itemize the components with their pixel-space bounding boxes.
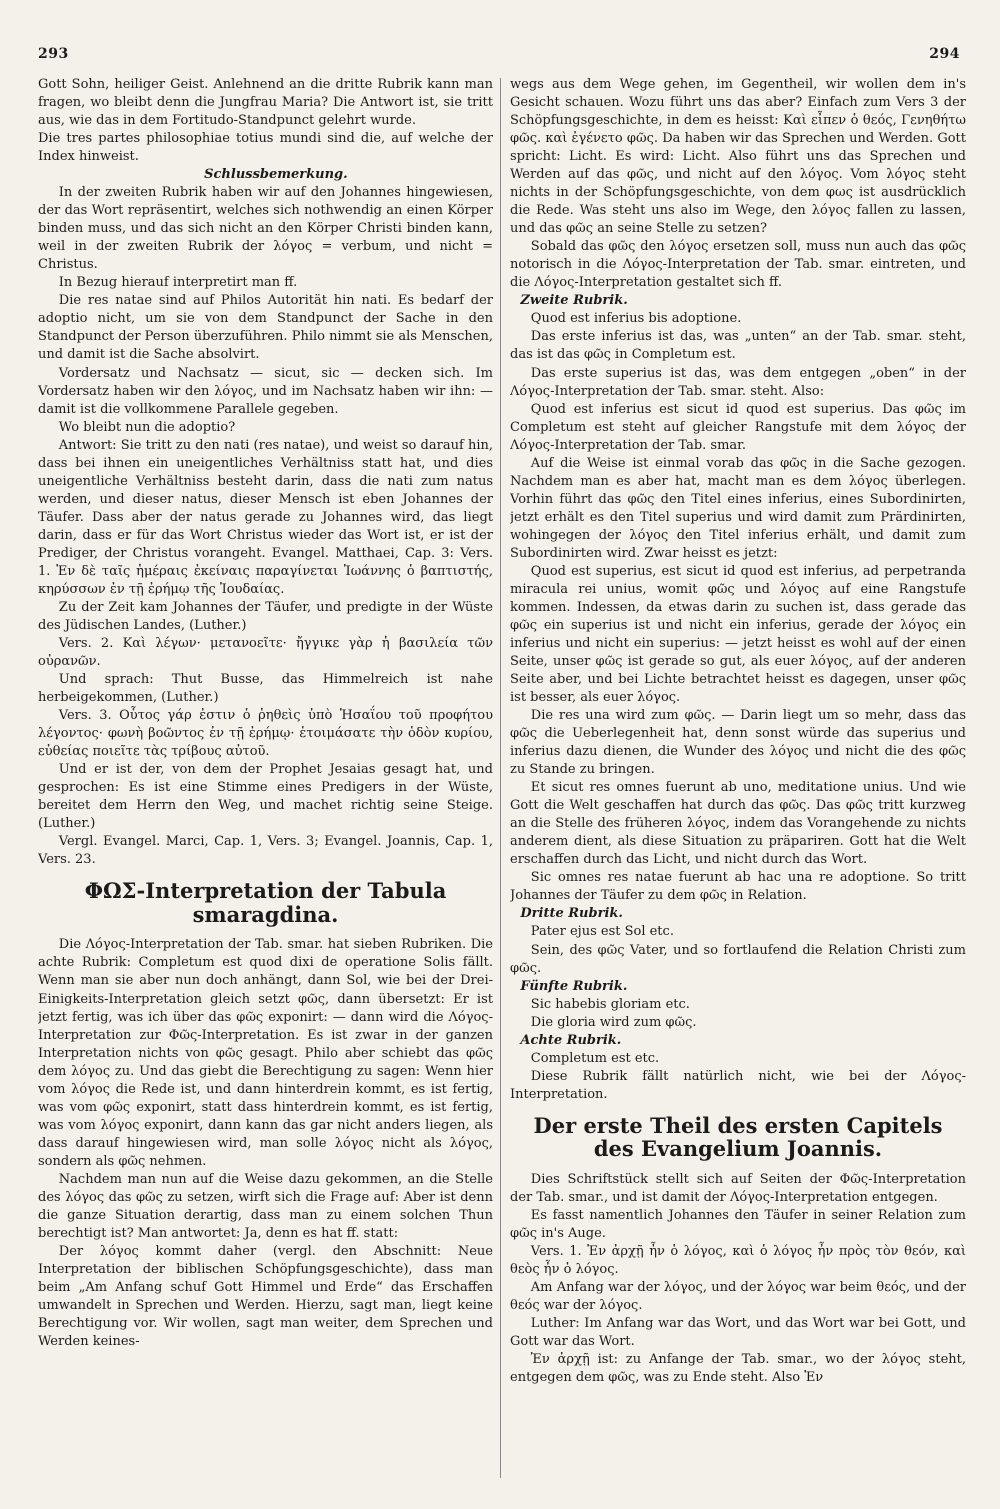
paragraph: Das erste superius ist das, was dem entgegen „oben“ in der Λόγος-Interpretation der Tab. smar. steht. Also: [510,365,966,399]
paragraph: Die gloria wird zum φῶς. [530,1014,697,1030]
paragraph: Sein, des φῶς Vater, und so fortlaufend die Relation Christi zum φῶς. [510,942,966,976]
paragraph: Quod est inferius est sicut id quod est superius. Das φῶς im Completum est steht auf gleicher Rangstufe mit dem λόγος der Λόγος-Interpretation der Tab. smar. [510,401,966,453]
paragraph: Completum est etc. [530,1050,660,1066]
paragraph: Pater ejus est Sol etc. [530,924,674,940]
paragraph: Dies Schriftstück stellt sich auf Seiten der Φῶς-Interpretation der Tab. smar., und ist damit der Λόγος-Interpretation entgegen. [510,1171,966,1205]
page-number-right: 294 [929,46,960,62]
rubric-heading: Zweite Rubrik. [520,293,628,309]
paragraph: Die tres partes philosophiae totius mundi sind die, auf welche der Index hinweist. [38,131,493,165]
paragraph: wegs aus dem Wege gehen, im Gegentheil, wir wollen dem in's Gesicht schauen. Wozu führt uns das aber? Einfach zum Vers 3 der Schöpfungsgeschichte, in dem es heisst: Καὶ εἶπεν ὁ θεός, Γενηθήτω φῶς. καὶ ἐγένετο φῶς. Da haben wir das Sprechen und Werden. Gott spricht: Licht. Es wird: Licht. Also führt uns das Sprechen und Werden auf das φῶς, und nicht auf den λόγος. Vom λόγος steht nichts in der Schöpfungsgeschichte, von dem φως ist ausdrücklich die Rede. Was steht uns also im Wege, den λόγος fallen zu lassen, und das φῶς an seine Stelle zu setzen? [510,77,966,237]
rubric-heading: Fünfte Rubrik. [520,978,628,994]
paragraph: Et sicut res omnes fuerunt ab uno, meditatione unius. Und wie Gott die Welt geschaffen hat durch das φῶς. Das φῶς tritt kurzweg an die Stelle des früheren λόγος, indem das Vorangehende zu nichts anderem dient, als diese Situation zu präpariren. Gott hat die Welt erschaffen durch das Licht, und nicht durch das Wort. [510,780,966,868]
paragraph: Die res una wird zum φῶς. — Darin liegt um so mehr, dass das φῶς die Ueberlegenheit hat, denn sonst würde das superius und inferius dazu dienen, die Wunder des λόγος und nicht die des φῶς zu Stande zu bringen. [510,708,966,778]
paragraph: Und sprach: Thut Busse, das Himmelreich ist nahe herbeigekommen, (Luther.) [38,672,493,706]
paragraph: In Bezug hierauf interpretirt man ff. [58,275,298,291]
right-column [510,76,966,1476]
page-number-left: 293 [38,46,69,62]
paragraph: Das erste inferius ist das, was „unten“ an der Tab. smar. steht, das ist das φῶς in Completum est. [510,329,966,363]
paragraph: Die Λόγος-Interpretation der Tab. smar. hat sieben Rubriken. Die achte Rubrik: Completum est quod dixi de operatione Solis fällt. Wenn man sie aber nun doch anhängt, dann Sol, wie bei der Drei-Einigkeits-Interpretation gleich setzt φῶς, dann übersetzt: Er ist jetzt fertig, was ich über das φῶς exponirt: — dann wird die Λόγος-Interpretation zur Φῶς-Interpretation. Es ist zwar in der ganzen Interpretation nichts von φῶς gesagt. Philo aber schiebt das φῶς dem λόγος zu. Und das giebt die Berechtigung zu sagen: Wenn hier vom λόγος die Rede ist, und dann hinterdrein kommt, es ist fertig, was vom φῶς exponirt, statt dass hinterdrein kommt, es ist fertig, was vom λόγος exponirt, dann kann das gar nicht anders liegen, als dass darauf hingewiesen wird, man solle λόγος nicht als λόγος, sondern als φῶς nehmen. [38,937,493,1169]
paragraph: Sic omnes res natae fuerunt ab hac una re adoptione. So tritt Johannes der Täufer zu dem φῶς in Relation. [510,870,966,904]
subheading: Schlussbemerkung. [204,167,348,183]
paragraph: Vordersatz und Nachsatz — sicut, sic — decken sich. Im Vordersatz haben wir den λόγος, und im Nachsatz haben wir ihn: — damit ist die vollkommene Parallele gegeben. [38,365,493,417]
paragraph: Vergl. Evangel. Marci, Cap. 1, Vers. 3; Evangel. Joannis, Cap. 1, Vers. 23. [38,834,493,868]
paragraph: Quod est superius, est sicut id quod est inferius, ad perpetranda miracula rei unius, womit φῶς und λόγος auf eine Rangstufe kommen. Indessen, da etwas darin zu suchen ist, dass gerade das φῶς ein superius ist und nicht ein inferius, gerade der λόγος ein inferius und nicht ein superius: — jetzt heisst es wohl auf der einen Seite, unser φῶς ist gerade so gut, als euer λόγος, auf der anderen Seite aber, und bei Lichte betrachtet heisst es dagegen, unser φῶς ist besser, als euer λόγος. [510,563,966,706]
paragraph: Auf die Weise ist einmal vorab das φῶς in die Sache gezogen. Nachdem man es aber hat, macht man es dem λόγος überlegen. Vorhin führt das φῶς den Titel eines inferius, eines Subordinirten, jetzt erhält es den Titel superius und wird damit zum Prärdinirten, wohingegen der λόγος den Titel inferius erhält, und damit zum Subordinirten wird. Zwar heisst es jetzt: [510,455,966,561]
paragraph: Antwort: Sie tritt zu den nati (res natae), und weist so darauf hin, dass bei ihnen ein uneigentliches Verhältniss statt hat, und dies uneigentliche Verhältniss besteht darin, dass die nati zum natus werden, und dieser natus, dieser Mensch ist eben Johannes der Täufer. Dass aber der natus gerade zu Johannes wird, das liegt darin, dass er für das Wort Christus wieder das Wort ist, er ist der Prediger, der Christus vorangeht. Evangel. Matthaei, Cap. 3: Vers. 1. Ἐν δὲ ταῖς ἡμέραις ἐκείναις παραγίνεται Ἰωάννης ὁ βαπτιστής, κηρύσσων ἐν τῇ ἐρήμῳ τῆς Ἰουδαίας. [38,437,493,597]
paragraph: Ἐν ἀρχῇ ist: zu Anfange der Tab. smar., wo der λόγος steht, entgegen dem φῶς, was zu Ende steht. Also Ἐν [510,1352,966,1386]
paragraph: Es fasst namentlich Johannes den Täufer in seiner Relation zum φῶς in's Auge. [510,1207,966,1241]
paragraph: Sobald das φῶς den λόγος ersetzen soll, muss nun auch das φῶς notorisch in die Λόγος-Interpretation der Tab. smar. eintreten, und die Λόγος-Interpretation gestaltet sich ff. [510,239,966,291]
paragraph: Luther: Im Anfang war das Wort, und das Wort war bei Gott, und Gott war das Wort. [510,1316,966,1350]
paragraph: Und er ist der, von dem der Prophet Jesaias gesagt hat, und gesprochen: Es ist eine Stimme eines Predigers in der Wüste, bereitet dem Herrn den Weg, und machet richtig seine Steige. (Luther.) [38,762,493,832]
paragraph: In der zweiten Rubrik haben wir auf den Johannes hingewiesen, der das Wort repräsentirt, welches sich nothwendig an einen Körper binden muss, und das sich nicht an den Körper Christi binden kann, weil in der zweiten Rubrik der λόγος = verbum, und nicht = Christus. [38,185,493,273]
rubric-heading: Achte Rubrik. [520,1032,622,1048]
column-divider [500,78,501,1478]
paragraph: Die res natae sind auf Philos Autorität hin nati. Es bedarf der adoptio nicht, um sie von dem Standpunct der Sache in den Standpunct der Person überzuführen. Philo nimmt sie als Menschen, und damit ist die Sache absolvirt. [38,293,493,363]
paragraph: Vers. 3. Οὗτος γάρ ἐστιν ὁ ῥηθεὶς ὑπὸ Ἡσαΐου τοῦ προφήτου λέγοντος· φωνὴ βοῶντος ἐν τῇ ἐρήμῳ· ἑτοιμάσατε τὴν ὁδὸν κυρίου, εὐθείας ποιεῖτε τὰς τρίβους αὐτοῦ. [38,708,493,760]
paragraph: Zu der Zeit kam Johannes der Täufer, und predigte in der Wüste des Jüdischen Landes, (Luther.) [38,599,493,633]
paragraph: Am Anfang war der λόγος, und der λόγος war beim θεός, und der θεός war der λόγος. [510,1280,966,1314]
paragraph: Diese Rubrik fällt natürlich nicht, wie bei der Λόγος-Interpretation. [510,1068,966,1102]
paragraph: Der λόγος kommt daher (vergl. den Abschnitt: Neue Interpretation der biblischen Schöpfungsgeschichte), dass man beim „Am Anfang schuf Gott Himmel und Erde“ das Erschaffen umwandelt in Sprechen und Werden. Hierzu, sagt man, liegt keine Berechtigung vor. Wir wollen, sagt man weiter, dem Sprechen und Werden keines- [38,1243,493,1350]
section-heading: Der erste Theil des ersten Capitels des Evangelium Joannis. [533,1112,943,1162]
rubric-heading: Dritte Rubrik. [520,906,623,922]
paragraph: Vers. 2. Καὶ λέγων· μετανοεῖτε· ἤγγικε γὰρ ἡ βασιλεία τῶν οὐρανῶν. [38,635,493,669]
paragraph: Wo bleibt nun die adoptio? [58,419,236,435]
paragraph: Quod est inferius bis adoptione. [530,311,742,327]
paragraph: Vers. 1. Ἐν ἀρχῇ ἦν ὁ λόγος, καὶ ὁ λόγος ἦν πρὸς τὸν θεόν, καὶ θεὸς ἦν ὁ λόγος. [510,1243,966,1277]
paragraph: Nachdem man nun auf die Weise dazu gekommen, an die Stelle des λόγος das φῶς zu setzen, wirft sich die Frage auf: Aber ist denn die ganze Situation derartig, dass man zu einem solchen Thun berechtigt ist? Man antwortet: Ja, denn es hat ff. statt: [38,1171,493,1241]
paragraph: Gott Sohn, heiliger Geist. Anlehnend an die dritte Rubrik kann man fragen, wo bleibt denn die Jungfrau Maria? Die Antwort ist, sie tritt aus, wie das in dem Fortitudo-Standpunct gelehrt wurde. [38,77,493,129]
paragraph: Sic habebis gloriam etc. [530,996,690,1012]
left-column [38,76,493,1476]
section-heading: ΦΩΣ-Interpretation der Tabula smaragdina. [84,878,447,927]
